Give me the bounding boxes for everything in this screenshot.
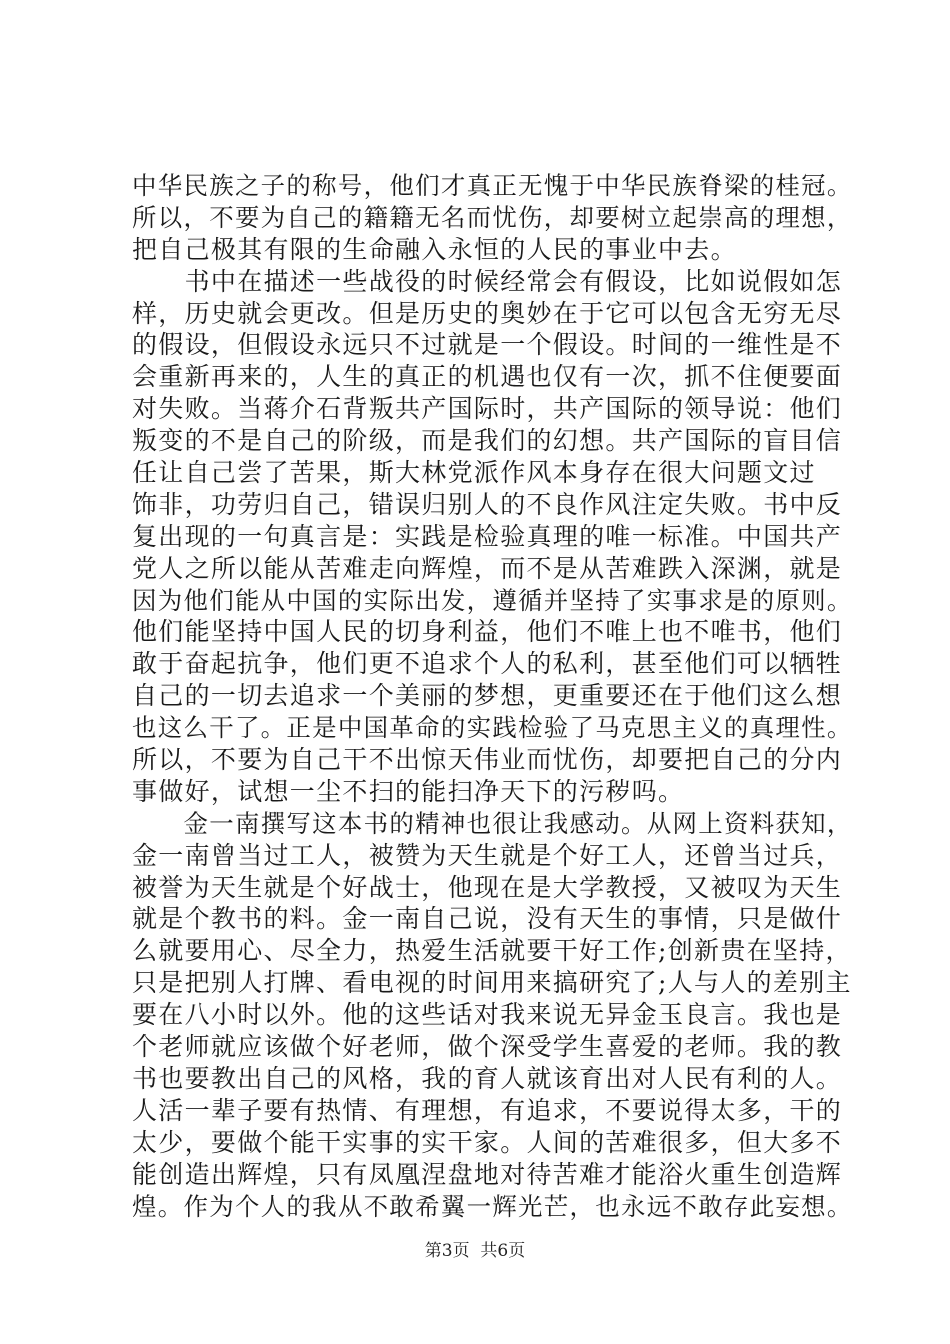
text-line: 党人之所以能从苦难走向辉煌，而不是从苦难跌入深渊，就是 xyxy=(132,553,843,583)
text-line: 会重新再来的，人生的真正的机遇也仅有一次，抓不住便要面 xyxy=(132,362,843,392)
text-line: 人活一辈子要有热情、有理想，有追求，不要说得太多，干的 xyxy=(132,1095,843,1125)
text-line: 叛变的不是自己的阶级，而是我们的幻想。共产国际的盲目信 xyxy=(132,426,843,456)
text-line: 把自己极其有限的生命融入永恒的人民的事业中去。 xyxy=(132,234,737,264)
text-line: 样，历史就会更改。但是历史的奥妙在于它可以包含无穷无尽 xyxy=(132,298,843,328)
text-line: 书中在描述一些战役的时候经常会有假设，比如说假如怎 xyxy=(132,266,843,296)
text-line: 中华民族之子的称号，他们才真正无愧于中华民族脊梁的桂冠。 xyxy=(132,171,853,200)
text-line: 只是把别人打牌、看电视的时间用来搞研究了;人与人的差别主 xyxy=(132,968,852,998)
page-footer: 第3页 共6页 xyxy=(424,1241,526,1261)
text-line: 复出现的一句真言是：实践是检验真理的唯一标准。中国共产 xyxy=(132,521,843,551)
text-line: 能创造出辉煌，只有凤凰涅盘地对待苦难才能浴火重生创造辉 xyxy=(132,1159,843,1189)
text-line: 就是个教书的料。金一南自己说，没有天生的事情，只是做什 xyxy=(132,904,843,934)
text-line: 所以，不要为自己的籍籍无名而忧伤，却要树立起崇高的理想， xyxy=(132,202,853,232)
text-line: 因为他们能从中国的实际出发，遵循并坚持了实事求是的原则。 xyxy=(132,585,853,615)
text-line: 书也要教出自己的风格，我的育人就该育出对人民有利的人。 xyxy=(132,1063,843,1093)
text-line: 么就要用心、尽全力，热爱生活就要干好工作;创新贵在坚持， xyxy=(132,936,852,966)
text-line: 任让自己尝了苦果，斯大林党派作风本身存在很大问题文过 xyxy=(132,458,816,488)
body-text xyxy=(132,170,852,1222)
text-line: 金一南撰写这本书的精神也很让我感动。从网上资料获知， xyxy=(132,808,853,838)
text-line: 的假设，但假设永远只不过就是一个假设。时间的一维性是不 xyxy=(132,330,843,360)
text-line: 自己的一切去追求一个美丽的梦想，更重要还在于他们这么想 xyxy=(132,681,843,711)
text-line: 被誉为天生就是个好战士，他现在是大学教授，又被叹为天生 xyxy=(132,872,843,902)
text-line: 事做好，试想一尘不扫的能扫净天下的污秽吗。 xyxy=(132,776,685,806)
text-line: 煌。作为个人的我从不敢希翼一辉光芒，也永远不敢存此妄想。 xyxy=(132,1191,853,1221)
text-line: 他们能坚持中国人民的切身利益，他们不唯上也不唯书，他们 xyxy=(132,617,843,647)
text-line: 对失败。当蒋介石背叛共产国际时，共产国际的领导说：他们 xyxy=(132,394,843,424)
text-line: 个老师就应该做个好老师，做个深受学生喜爱的老师。我的教 xyxy=(132,1032,843,1062)
text-line: 太少，要做个能干实事的实干家。人间的苦难很多，但大多不 xyxy=(132,1127,843,1157)
text-line: 所以，不要为自己干不出惊天伟业而忧伤，却要把自己的分内 xyxy=(132,745,843,775)
text-line: 也这么干了。正是中国革命的实践检验了马克思主义的真理性。 xyxy=(132,713,853,743)
text-line: 饰非，功劳归自己，错误归别人的不良作风注定失败。书中反 xyxy=(132,489,843,519)
text-line: 金一南曾当过工人，被赞为天生就是个好工人，还曾当过兵， xyxy=(132,840,843,870)
text-line: 要在八小时以外。他的这些话对我来说无异金玉良言。我也是 xyxy=(132,1000,843,1030)
text-line: 敢于奋起抗争，他们更不追求个人的私利，甚至他们可以牺牲 xyxy=(132,649,843,679)
